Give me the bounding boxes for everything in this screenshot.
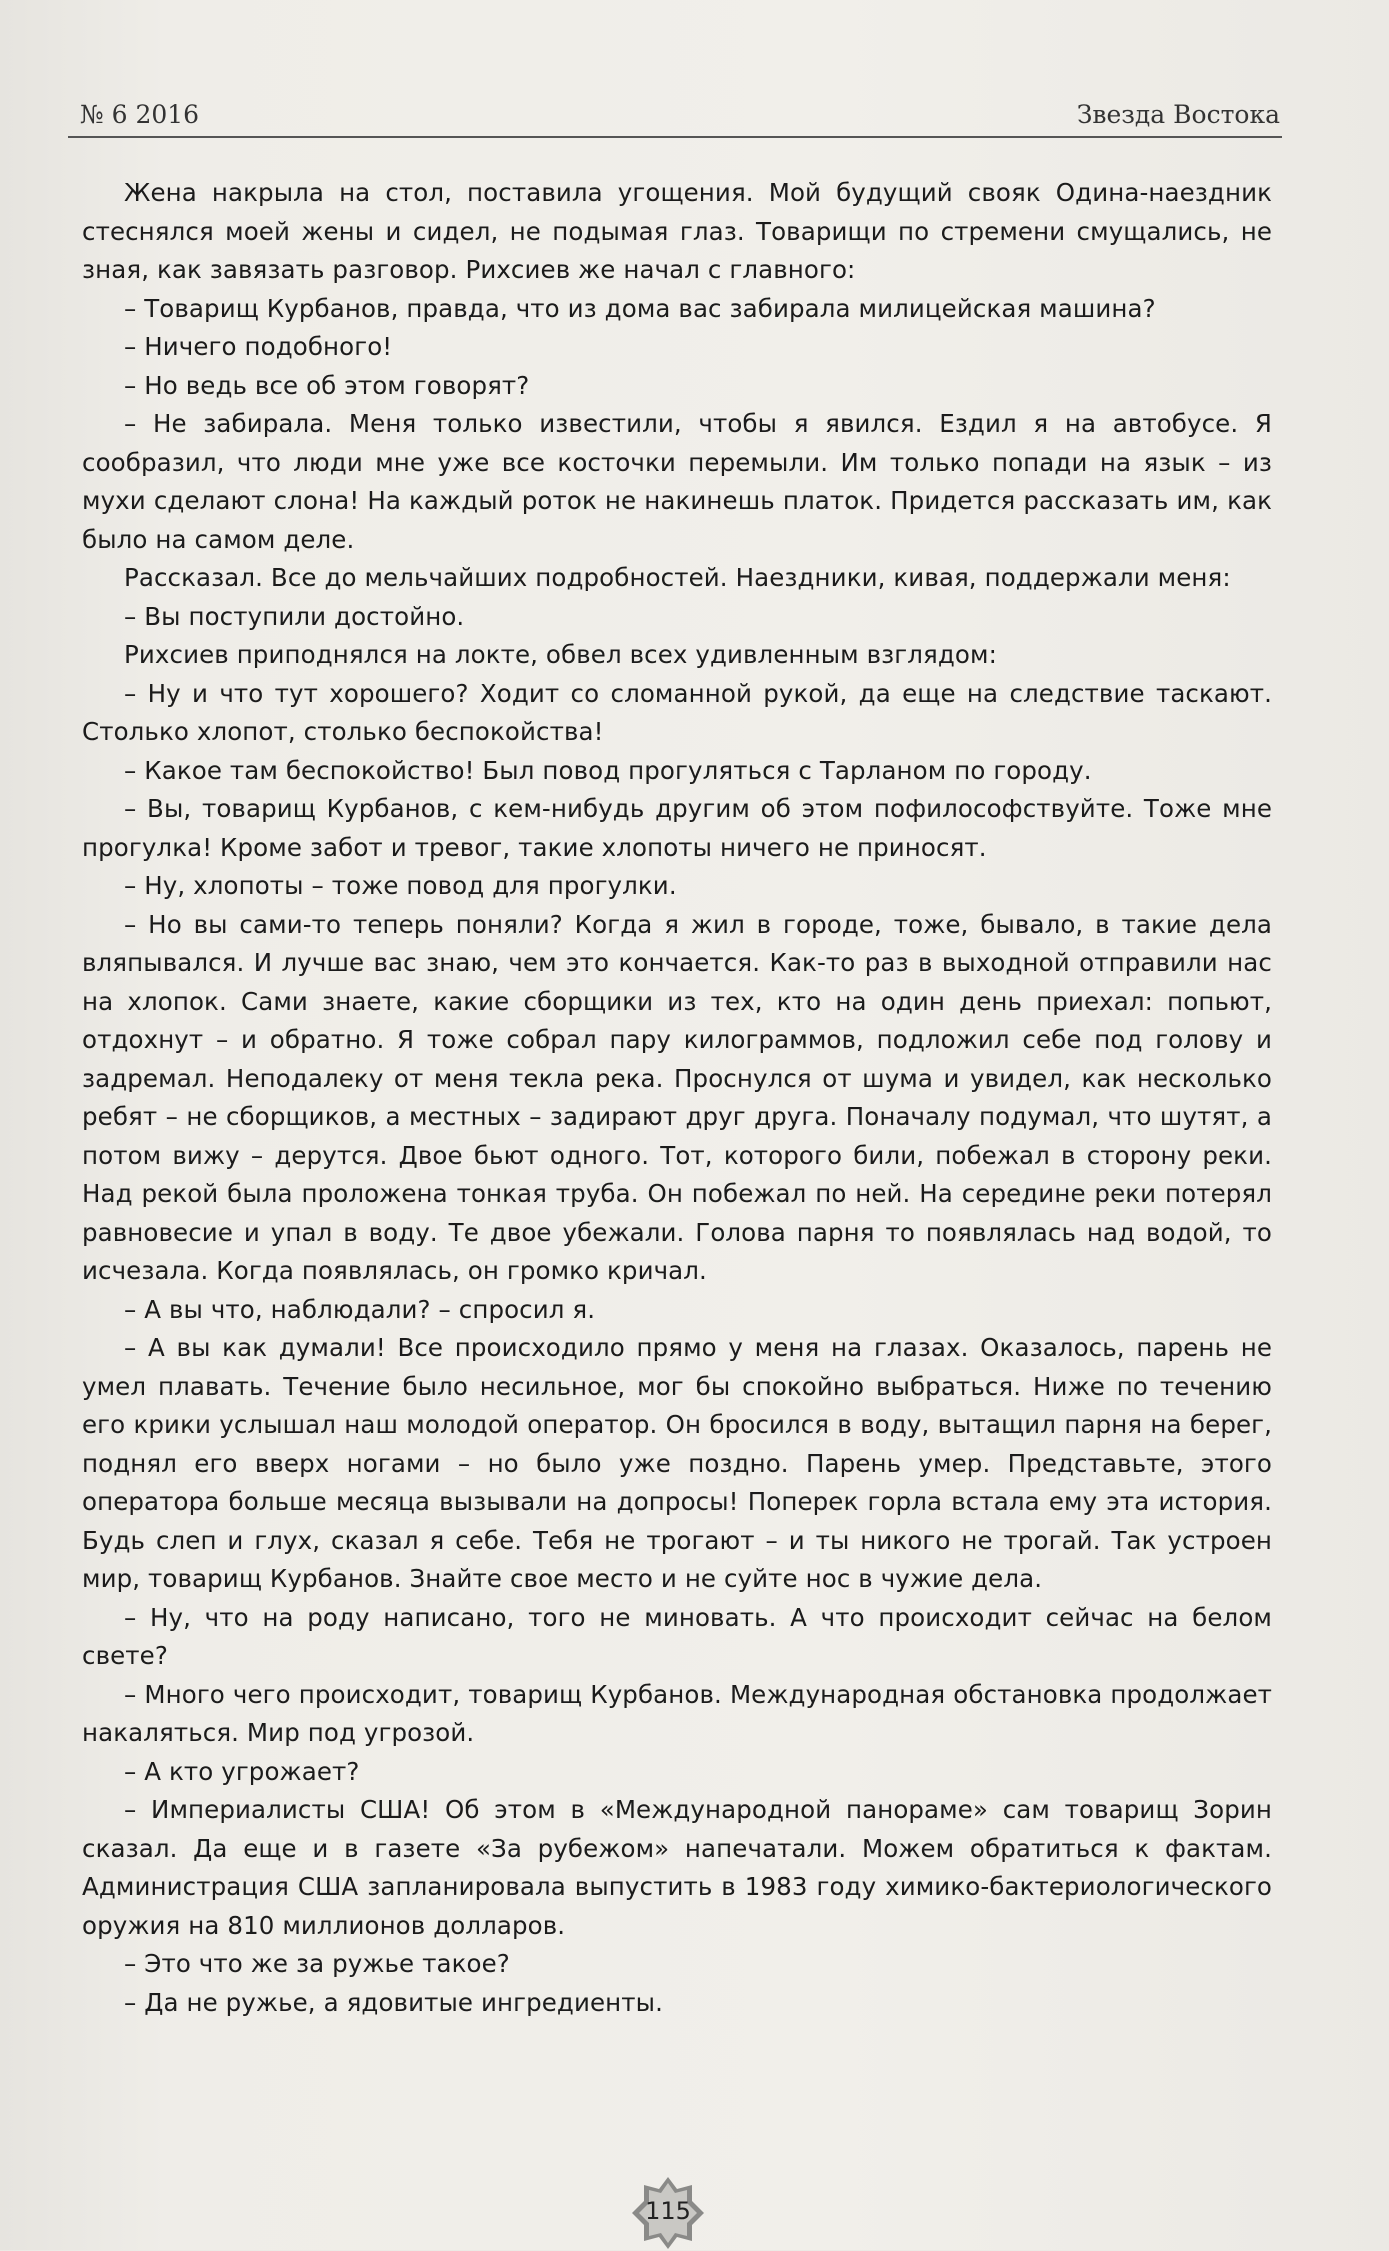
journal-title: Звезда Востока bbox=[1076, 100, 1280, 129]
running-header bbox=[68, 96, 1280, 132]
article-body bbox=[82, 174, 1272, 2022]
page-number: 115 bbox=[645, 2197, 691, 2225]
paragraph: – Да не ружье, а ядовитые ингредиенты. bbox=[124, 1987, 663, 2017]
paragraph: – Какое там беспокойство! Был повод прогуляться с Тарланом по городу. bbox=[124, 755, 1092, 785]
paragraph: – Ну, хлопоты – тоже повод для прогулки. bbox=[124, 871, 677, 900]
paragraph: – Не забирала. Меня только известили, чтобы я явился. Ездил я на автобусе. Я сообразил, что люди мне уже все косточки перемыли. Им только попади на язык – из мухи сделают слона! На каждый роток не накинешь платок. Придется рассказать им, как было на самом деле. bbox=[82, 409, 1272, 554]
paragraph: Жена накрыла на стол, поставила угощения. Мой будущий свояк Одина-наездник стеснялся моей жены и сидел, не подымая глаз. Товарищи по стремени смущались, не зная, как завязать разговор. Рихсиев же начал с главного: bbox=[82, 178, 1272, 284]
paragraph: – Это что же за ружье такое? bbox=[124, 1949, 510, 1978]
paragraph: – Товарищ Курбанов, правда, что из дома вас забирала милицейская машина? bbox=[124, 293, 1156, 323]
page-number-badge bbox=[630, 2175, 706, 2251]
paragraph: – А вы что, наблюдали? – спросил я. bbox=[124, 1294, 596, 1324]
paragraph: – Но ведь все об этом говорят? bbox=[124, 370, 530, 400]
paragraph: – А вы как думали! Все происходило прямо у меня на глазах. Оказалось, парень не умел плавать. Течение было несильное, мог бы спокойно выбраться. Ниже по течению его крики услышал наш молодой оператор. Он бросился в воду, вытащил парня на берег, поднял его вверх ногами – но было уже поздно. Парень умер. Представьте, этого оператора больше месяца вызывали на допросы! Поперек горла встала ему эта история. Будь слеп и глух, сказал я себе. Тебя не трогают – и ты никого не трогай. Так устроен мир, товарищ Курбанов. Знайте свое место и не суйте нос в чужие дела. bbox=[82, 1333, 1272, 1593]
paragraph: – Но вы сами-то теперь поняли? Когда я жил в городе, тоже, бывало, в такие дела вляпывался. И лучше вас знаю, чем это кончается. Как-то раз в выходной отправили нас на хлопок. Сами знаете, какие сборщики из тех, кто на один день приехал: попьют, отдохнут – и обратно. Я тоже собрал пару килограммов, подложил себе под голову и задремал. Неподалеку от меня текла река. Проснулся от шума и увидел, как несколько ребят – не сборщиков, а местных – задирают друг друга. Поначалу подумал, что шутят, а потом вижу – дерутся. Двое бьют одного. Тот, которого били, побежал в сторону реки. Над рекой была проложена тонкая труба. Он побежал по ней. На середине реки потерял равновесие и упал в воду. Те двое убежали. Голова парня то появлялась над водой, то исчезала. Когда появлялась, он громко кричал. bbox=[82, 909, 1272, 1285]
paragraph: – Империалисты США! Об этом в «Международной панораме» сам товарищ Зорин сказал. Да еще и в газете «За рубежом» напечатали. Можем обратиться к фактам. Администрация США запланировала выпустить в 1983 году химико-бактериологического оружия на 810 миллионов долларов. bbox=[82, 1795, 1272, 1940]
paragraph: – Ну, что на роду написано, того не миновать. А что происходит сейчас на белом свете? bbox=[82, 1602, 1272, 1670]
paragraph: – Ничего подобного! bbox=[124, 332, 393, 361]
paragraph: – Ну и что тут хорошего? Ходит со сломанной рукой, да еще на следствие таскают. Столько хлопот, столько беспокойства! bbox=[82, 678, 1272, 746]
paragraph: Рихсиев приподнялся на локте, обвел всех удивленным взглядом: bbox=[124, 640, 997, 669]
paragraph: – Вы, товарищ Курбанов, с кем-нибудь другим об этом пофилософствуйте. Тоже мне прогулка! Кроме забот и тревог, такие хлопоты ничего не приносят. bbox=[82, 794, 1272, 862]
paragraph: – А кто угрожает? bbox=[124, 1756, 360, 1786]
paragraph: Рассказал. Все до мельчайших подробностей. Наездники, кивая, поддержали меня: bbox=[124, 563, 1231, 592]
header-divider bbox=[68, 136, 1282, 138]
issue-number: № 6 2016 bbox=[80, 100, 200, 129]
paragraph: – Много чего происходит, товарищ Курбанов. Международная обстановка продолжает накаляться. Мир под угрозой. bbox=[82, 1679, 1272, 1747]
paragraph: – Вы поступили достойно. bbox=[124, 601, 465, 631]
